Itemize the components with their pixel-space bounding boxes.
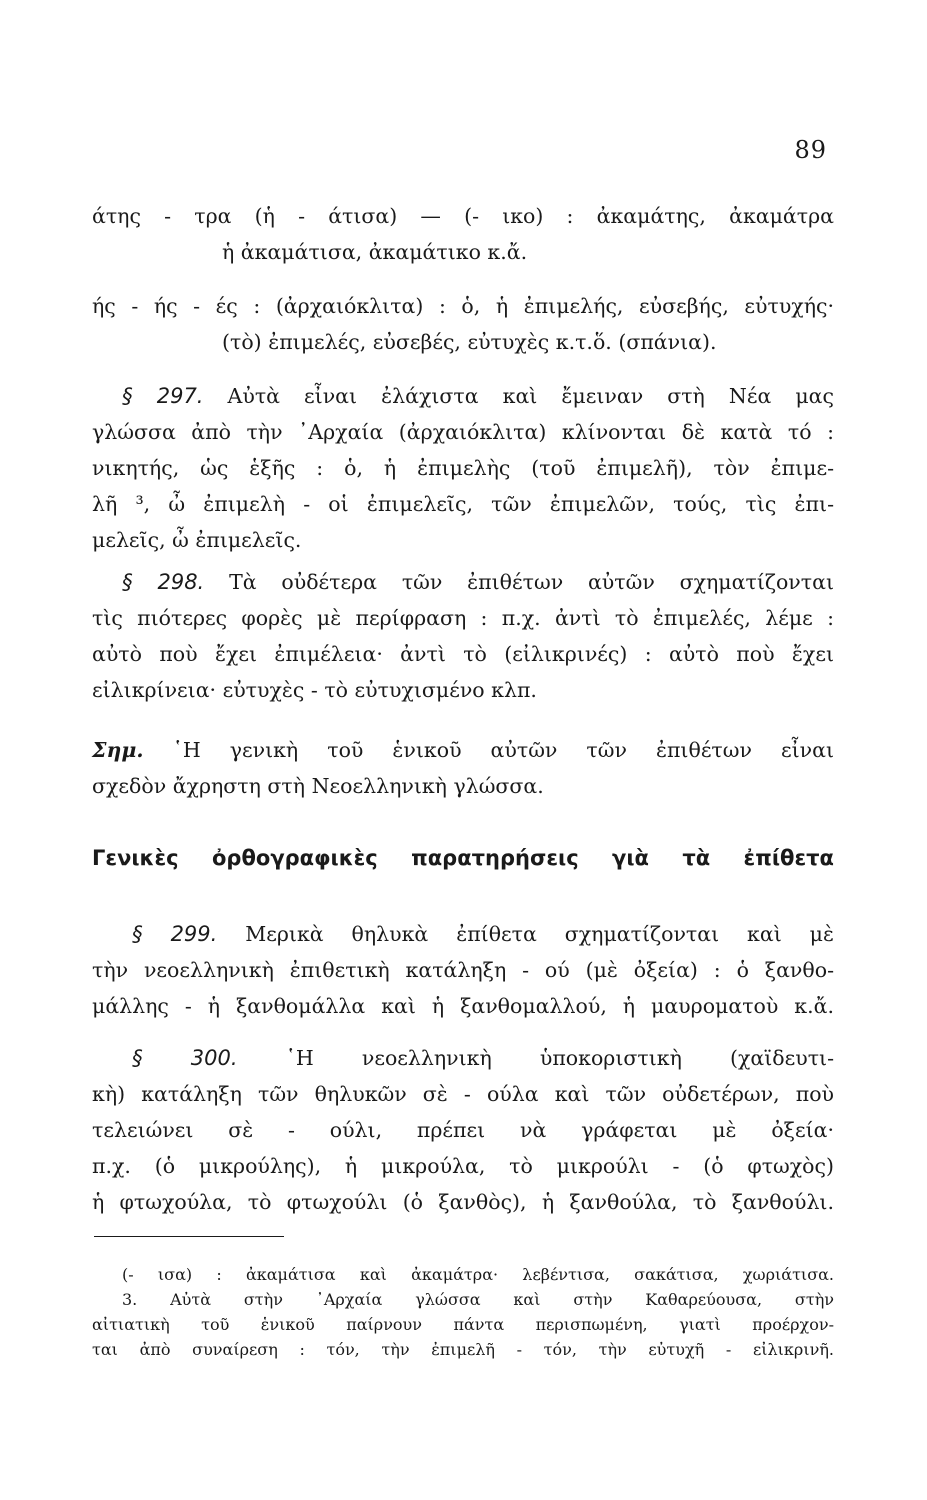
text-line: τὶς πιότερες φορὲς μὲ περίφραση : π.χ. ἀντὶ τὸ ἐπιμελές, λέμε : — [92, 606, 834, 630]
text-line: αὐτὸ ποὺ ἔχει ἐπιμέλεια· ἀντὶ τὸ (εἰλικρινές) : αὐτὸ ποὺ ἔχει — [92, 642, 834, 666]
footnote-line: (- ισα) : ἀκαμάτισα καὶ ἀκαμάτρα· λεβέντισα, σακάτισα, χωριάτισα. — [122, 1265, 834, 1284]
footnote-line: ται ἀπὸ συναίρεση : τόν, τὴν ἐπιμελῆ - τόν, τὴν εὐτυχῆ - εἰλικρινῆ. — [92, 1340, 834, 1359]
footnotes — [92, 1262, 834, 1362]
text-line: ἡ φτωχούλα, τὸ φτωχούλι (ὁ ξανθὸς), ἡ ξανθούλα, τὸ ξανθούλι. — [92, 1190, 834, 1214]
text-line: νικητής, ὡς ἑξῆς : ὁ, ἡ ἐπιμελὴς (τοῦ ἐπιμελῆ), τὸν ἐπιμε- — [92, 456, 834, 480]
text-line: εἰλικρίνεια· εὐτυχὲς - τὸ εὐτυχισμένο κλπ. — [92, 678, 537, 702]
text-line: κὴ) κατάληξη τῶν θηλυκῶν σὲ - ούλα καὶ τῶν οὐδετέρων, ποὺ — [92, 1082, 834, 1106]
paragraph-298 — [92, 564, 834, 708]
paragraph-300 — [92, 1040, 834, 1220]
text-line: ἡ ἀκαμάτισα, ἀκαμάτικο κ.ἄ. — [222, 240, 528, 264]
text-line: σχεδὸν ἄχρηστη στὴ Νεοελληνικὴ γλώσσα. — [92, 774, 544, 798]
paragraph-297 — [92, 378, 834, 558]
section-number: § 300. — [132, 1046, 238, 1070]
text-line: μάλλης - ἡ ξανθομάλλα καὶ ἡ ξανθομαλλού, ἡ μαυροματοὺ κ.ἄ. — [92, 994, 834, 1018]
note-label: Σημ. — [92, 738, 144, 762]
text-line: π.χ. (ὁ μικρούλης), ἡ μικρούλα, τὸ μικρούλι - (ὁ φτωχὸς) — [92, 1154, 834, 1178]
text-line: μελεῖς, ὦ ἐπιμελεῖς. — [92, 528, 302, 552]
suffix-list — [92, 198, 834, 360]
text-line: άτης - τρα (ἡ - άτισα) — (- ικο) : ἀκαμάτης, ἀκαμάτρα — [92, 204, 834, 228]
text-line: Σημ. ῾Η γενικὴ τοῦ ἑνικοῦ αὐτῶν τῶν ἐπιθέτων εἶναι — [92, 738, 834, 762]
text-line: τελειώνει σὲ - ούλι, πρέπει νὰ γράφεται μὲ ὀξεία· — [92, 1118, 834, 1142]
section-number: § 298. — [122, 570, 205, 594]
section-number: § 297. — [122, 384, 204, 408]
text-line: ής - ής - ές : (ἀρχαιόκλιτα) : ὁ, ἡ ἐπιμελής, εὐσεβής, εὐτυχής· — [92, 294, 834, 318]
text-line: λῆ ³, ὦ ἐπιμελὴ - οἱ ἐπιμελεῖς, τῶν ἐπιμελῶν, τούς, τὶς ἐπι- — [92, 492, 834, 516]
text-line: γλώσσα ἀπὸ τὴν ᾿Αρχαία (ἀρχαιόκλιτα) κλίνονται δὲ κατὰ τό : — [92, 420, 834, 444]
section-heading: Γενικὲς ὀρθογραφικὲς παρατηρήσεις γιὰ τὰ ἐπίθετα — [92, 846, 834, 870]
text-line: τὴν νεοελληνικὴ ἐπιθετικὴ κατάληξη - ού (μὲ ὀξεία) : ὁ ξανθο- — [92, 958, 834, 982]
footnote-line: 3. Αὐτὰ στὴν ᾿Αρχαία γλώσσα καὶ στὴν Καθαρεύουσα, στὴν — [122, 1290, 834, 1309]
text-line: § 300. ῾Η νεοελληνικὴ ὑποκοριστικὴ (χαϊδευτι- — [132, 1046, 834, 1070]
note — [92, 732, 834, 804]
footnote-divider — [94, 1236, 284, 1237]
text-line: § 297. Αὐτὰ εἶναι ἐλάχιστα καὶ ἔμειναν στὴ Νέα μας — [122, 384, 834, 408]
page-number: 89 — [794, 136, 827, 164]
text-line: § 298. Τὰ οὐδέτερα τῶν ἐπιθέτων αὐτῶν σχηματίζονται — [122, 570, 834, 594]
footnote-line: αἰτιατικὴ τοῦ ἑνικοῦ παίρνουν πάντα περισπωμένη, γιατὶ προέρχον- — [92, 1315, 834, 1334]
paragraph-299 — [92, 916, 834, 1024]
text-line: § 299. Μερικὰ θηλυκὰ ἐπίθετα σχηματίζονται καὶ μὲ — [132, 922, 834, 946]
section-number: § 299. — [132, 922, 218, 946]
text-line: (τὸ) ἐπιμελές, εὐσεβές, εὐτυχὲς κ.τ.ὅ. (σπάνια). — [222, 330, 717, 354]
